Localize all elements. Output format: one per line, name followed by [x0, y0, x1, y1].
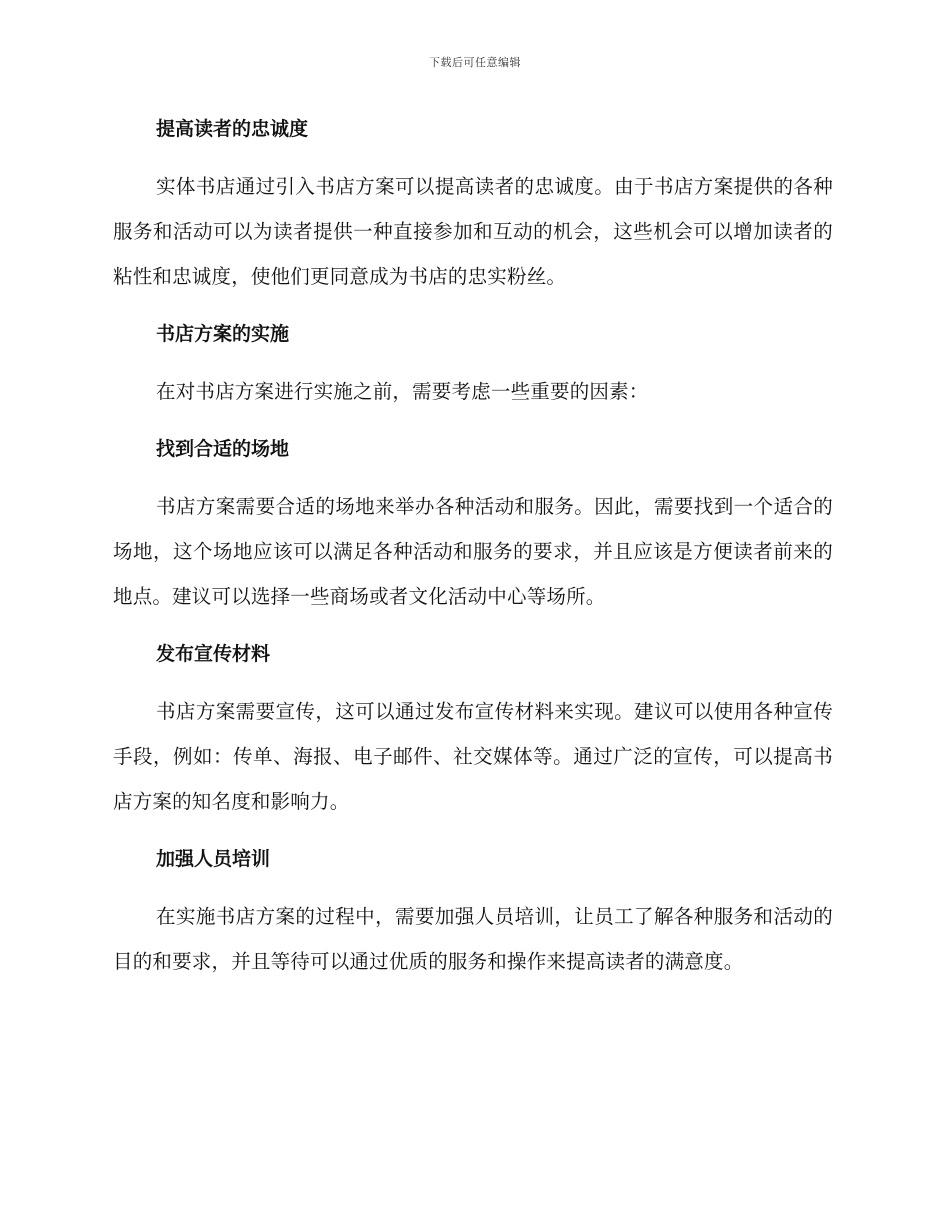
section-heading-reader-loyalty: 提高读者的忠诚度: [156, 118, 309, 140]
section-paragraph-reader-loyalty: 实体书店通过引入书店方案可以提高读者的忠诚度。由于书店方案提供的各种服务和活动可以为读者提供一种直接参加和互动的机会，这些机会可以增加读者的粘性和忠诚度，使他们更同意成为书店的忠实粉丝。: [113, 175, 833, 288]
page-header-note: 下载后可任意编辑: [429, 56, 521, 69]
section-paragraph-venue: 书店方案需要合适的场地来举办各种活动和服务。因此，需要找到一个适合的场地，这个场地应该可以满足各种活动和服务的要求，并且应该是方便读者前来的地点。建议可以选择一些商场或者文化活动中心等场所。: [113, 495, 833, 608]
section-heading-promotion: 发布宣传材料: [156, 643, 271, 665]
document-body: [113, 106, 833, 996]
section-heading-staff-training: 加强人员培训: [156, 848, 271, 870]
section-paragraph-implementation: 在对书店方案进行实施之前，需要考虑一些重要的因素：: [156, 380, 649, 403]
section-paragraph-staff-training: 在实施书店方案的过程中，需要加强人员培训，让员工了解各种服务和活动的目的和要求，并且等待可以通过优质的服务和操作来提高读者的满意度。: [113, 905, 833, 973]
section-heading-implementation: 书店方案的实施: [156, 323, 290, 345]
section-paragraph-promotion: 书店方案需要宣传，这可以通过发布宣传材料来实现。建议可以使用各种宣传手段，例如：传单、海报、电子邮件、社交媒体等。通过广泛的宣传，可以提高书店方案的知名度和影响力。: [113, 700, 833, 813]
section-heading-venue: 找到合适的场地: [156, 438, 290, 460]
